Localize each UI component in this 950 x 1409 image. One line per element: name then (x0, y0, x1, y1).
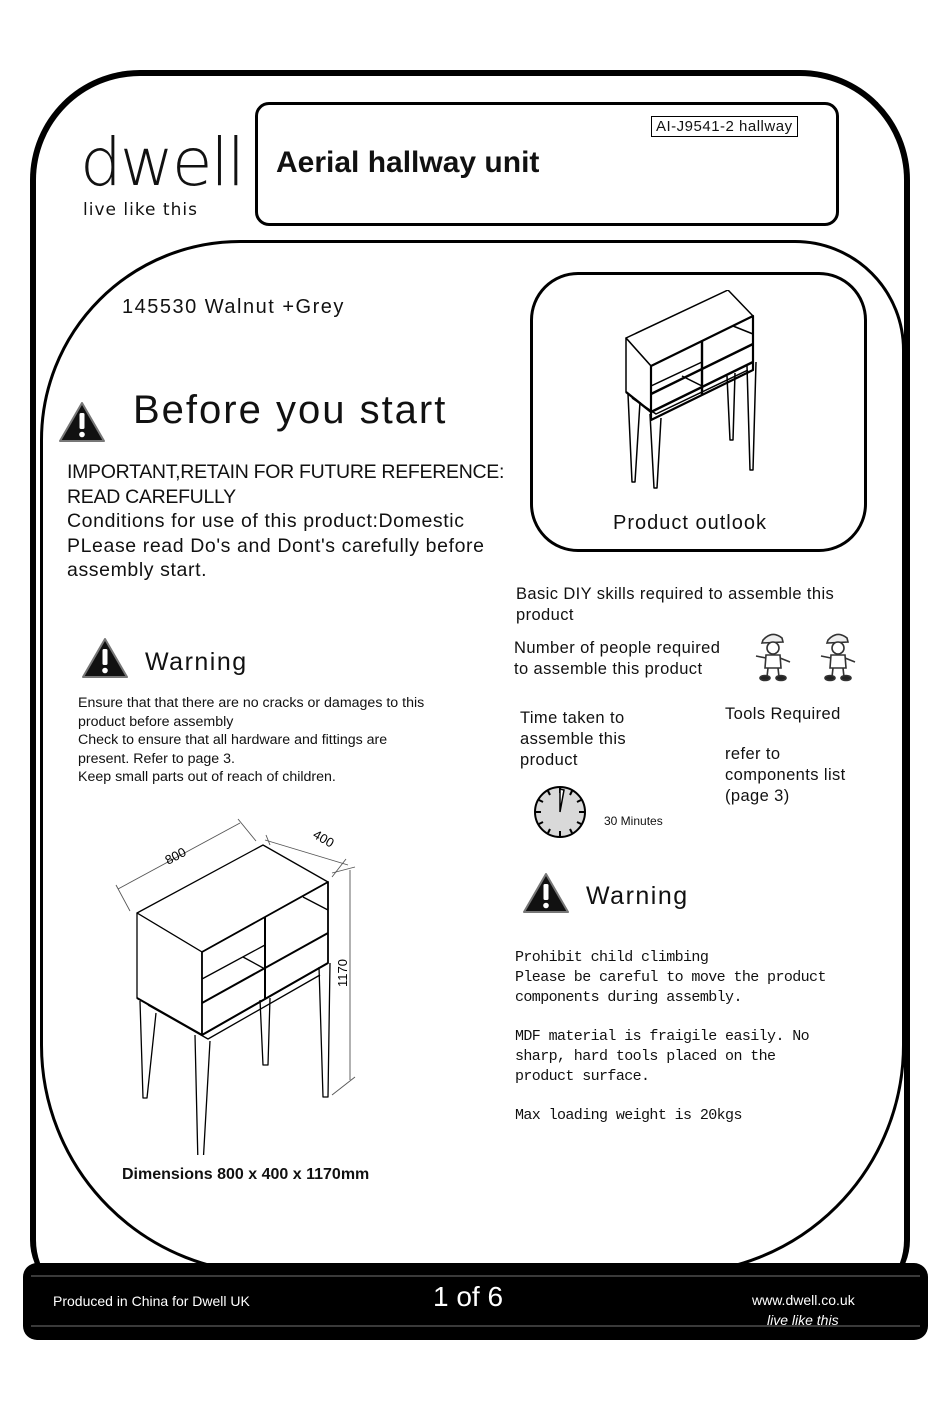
time-taken-line: product (520, 751, 578, 769)
warning-triangle-icon (80, 636, 130, 680)
conditions-line: PLease read Do's and Dont's carefully before (67, 534, 485, 557)
footer-tagline: live like this (767, 1312, 839, 1328)
paragraph-gap (515, 1007, 855, 1027)
section-title-before-you-start: Before you start (133, 388, 448, 432)
warning-list-safety (515, 948, 855, 1126)
product-title: Aerial hallway unit (276, 146, 540, 179)
tools-reference-line: (page 3) (725, 787, 790, 805)
brand-logo: dwell (80, 124, 244, 201)
warning-line: present. Refer to page 3. (78, 750, 235, 767)
footer-website-link[interactable]: www.dwell.co.uk (752, 1292, 855, 1308)
warning-line: MDF material is fraigile easily. No (515, 1028, 810, 1046)
warning-line: components during assembly. (515, 988, 742, 1006)
people-required-line: to assemble this product (514, 660, 703, 678)
height-dimension-label: 1170 (335, 959, 350, 987)
diy-skills-line: Basic DIY skills required to assemble this (516, 585, 835, 603)
warning-line: Check to ensure that all hardware and fittings are (78, 732, 388, 748)
diy-skills-note (516, 584, 856, 626)
people-required-line: Number of people required (514, 639, 721, 657)
depth-dimension-label: 400 (310, 826, 337, 851)
tools-reference-line: components list (725, 766, 846, 784)
warning-line: product surface. (515, 1067, 650, 1085)
warning-line: sharp, hard tools placed on the (515, 1047, 776, 1065)
product-outlook-label: Product outlook (613, 512, 767, 534)
tools-reference (725, 744, 875, 807)
dimensions-caption: Dimensions 800 x 400 x 1170mm (122, 1166, 370, 1183)
warning-line: Keep small parts out of reach of children. (78, 769, 336, 785)
footer-produced-in: Produced in China for Dwell UK (53, 1293, 250, 1309)
dimension-drawing (100, 815, 370, 1155)
person-worker-icon (815, 630, 861, 682)
time-taken-line: assemble this (520, 730, 627, 748)
paragraph-gap (515, 1087, 855, 1107)
person-worker-icon (750, 630, 796, 682)
warning-line: Please be careful to move the product (515, 968, 826, 986)
warning-title: Warning (145, 648, 248, 676)
warning-line: Prohibit child climbing (515, 949, 709, 966)
conditions-line: Conditions for use of this product:Domestic (67, 510, 465, 532)
warning-line: Ensure that that there are no cracks or damages to this (78, 695, 425, 711)
important-notice (67, 460, 507, 583)
brand-tagline: live like this (83, 200, 198, 220)
sku-color-line: 145530 Walnut +Grey (122, 296, 345, 318)
time-taken-label (520, 708, 670, 771)
clock-icon (532, 784, 588, 840)
warning-line: product before assembly (78, 713, 234, 730)
warning-line: Max loading weight is 20kgs (515, 1107, 742, 1125)
warning-list-assembly (78, 694, 478, 787)
important-line: IMPORTANT,RETAIN FOR FUTURE REFERENCE: (67, 461, 505, 483)
time-taken-line: Time taken to (520, 709, 625, 727)
width-dimension-label: 800 (162, 844, 189, 868)
tools-reference-line: refer to (725, 745, 781, 763)
time-value: 30 Minutes (604, 814, 663, 828)
product-outlook-illustration (620, 290, 760, 490)
warning-triangle-icon (57, 400, 107, 444)
people-required-label (514, 638, 744, 680)
page-indicator: 1 of 6 (433, 1281, 504, 1312)
important-line: READ CAREFULLY (67, 485, 236, 508)
conditions-line: assembly start. (67, 559, 208, 581)
footer-decor-line (31, 1275, 920, 1277)
warning-triangle-icon (521, 871, 571, 915)
diy-skills-line: product (516, 606, 574, 624)
warning-title: Warning (586, 882, 689, 910)
product-code-tag: AI-J9541-2 hallway (651, 116, 798, 137)
tools-required-title: Tools Required (725, 705, 841, 723)
